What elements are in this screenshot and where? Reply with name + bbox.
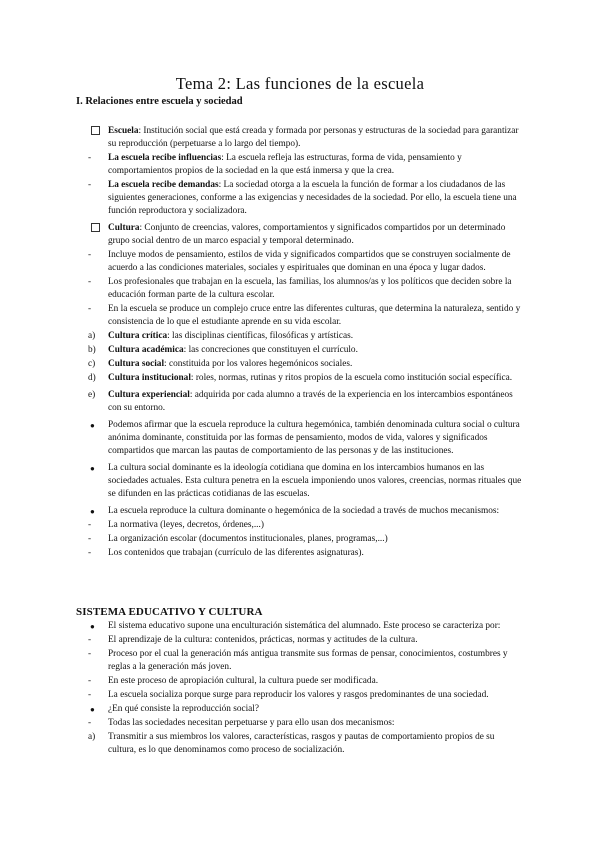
- list-marker: e): [88, 390, 96, 400]
- term: La escuela recibe demandas: [108, 180, 219, 190]
- item-text: Proceso por el cual la generación más antigua transmite sus formas de pensar, conocimientos, costumbres y reglas a la generación más joven.: [108, 649, 508, 672]
- item-text: : las concreciones que constituyen el currículo.: [183, 345, 358, 355]
- list-marker: c): [88, 359, 96, 369]
- section-heading-relaciones: I. Relaciones entre escuela y sociedad: [76, 96, 243, 107]
- item-text: : Conjunto de creencias, valores, comportamientos y significados compartidos por un determinado grupo social dentro de un marco espacial y temporal determinado.: [108, 223, 506, 246]
- section-heading-sistema: SISTEMA EDUCATIVO Y CULTURA: [76, 606, 263, 618]
- list-item: [0, 547, 523, 560]
- list-marker: -: [88, 520, 92, 530]
- item-text: : las disciplinas científicas, filosóficas y artísticas.: [167, 331, 354, 341]
- list-marker: -: [88, 548, 92, 558]
- term: Cultura social: [108, 359, 165, 369]
- bullet-icon: ●: [90, 622, 95, 631]
- item-text: ¿En qué consiste la reproducción social?: [108, 704, 260, 714]
- list-marker: -: [88, 180, 92, 190]
- list-item: [0, 703, 523, 716]
- list-marker: -: [88, 718, 92, 728]
- item-text: El aprendizaje de la cultura: contenidos, prácticas, normas y actitudes de la cultura.: [108, 635, 418, 645]
- list-item: [0, 344, 523, 357]
- term: La escuela recibe influencias: [108, 153, 222, 163]
- checkbox-icon: [91, 126, 100, 135]
- list-item: [0, 462, 523, 501]
- item-text: : adquirida por cada alumno a través de la experiencia en los intercambios espontáneos con su entorno.: [108, 390, 513, 413]
- list-item: [0, 533, 523, 546]
- list-marker: -: [88, 304, 92, 314]
- item-text: La normativa (leyes, decretos, órdenes,...): [108, 520, 264, 530]
- term: Cultura crítica: [108, 331, 168, 341]
- bullet-icon: ●: [90, 507, 95, 516]
- list-marker: a): [88, 331, 96, 341]
- page-title: Tema 2: Las funciones de la escuela: [175, 74, 425, 93]
- list-item: [0, 731, 523, 757]
- list-item: [0, 519, 523, 532]
- list-item: [0, 634, 523, 647]
- list-item: [0, 620, 523, 633]
- list-item: [0, 717, 523, 730]
- item-text: En la escuela se produce un complejo cruce entre las diferentes culturas, que determina la naturaleza, sentido y consistencia de lo que el estudiante aprende en su vida escolar.: [108, 304, 521, 327]
- item-text: Todas las sociedades necesitan perpetuarse y para ello usan dos mecanismos:: [108, 718, 395, 728]
- item-text: La escuela socializa porque surge para reproducir los valores y rasgos predominantes de una sociedad.: [108, 690, 489, 700]
- list-marker: a): [88, 732, 96, 742]
- list-item: [0, 276, 523, 302]
- item-text: : constituida por los valores hegemónicos sociales.: [164, 359, 353, 369]
- list-item: [0, 389, 523, 415]
- checkbox-icon: [91, 223, 100, 232]
- list-marker: -: [88, 649, 92, 659]
- list-item: [0, 152, 523, 178]
- item-text: Podemos afirmar que la escuela reproduce la cultura hegemónica, también denominada cultura social o cultura anónima dominante, constituida por las formas de pensamiento, modos de vida, valores y significados compartidos que marcan las pautas de comportamiento de las personas y de las instituciones.: [108, 420, 520, 456]
- item-text: : La escuela refleja las estructuras, forma de vida, pensamiento y comportamientos propios de la sociedad en la que está inmersa y que la crea.: [108, 153, 462, 176]
- list-marker: d): [88, 373, 96, 383]
- section-relaciones-content: [0, 125, 600, 561]
- list-item: [0, 419, 523, 458]
- list-item: [0, 125, 523, 151]
- list-item: [0, 372, 523, 385]
- item-text: La organización escolar (documentos institucionales, planes, programas,...): [108, 534, 388, 544]
- list-item: [0, 358, 523, 371]
- item-text: El sistema educativo supone una enculturación sistemática del alumnado. Este proceso se caracteriza por:: [108, 621, 501, 631]
- list-item: [0, 249, 523, 275]
- item-text: : roles, normas, rutinas y ritos propios de la escuela como institución social específica.: [190, 373, 513, 383]
- list-marker: -: [88, 690, 92, 700]
- item-text: En este proceso de apropiación cultural, la cultura puede ser modificada.: [108, 676, 379, 686]
- term: Cultura: [108, 223, 140, 233]
- item-text: Los contenidos que trabajan (currículo de las diferentes asignaturas).: [108, 548, 364, 558]
- bullet-icon: ●: [90, 421, 95, 430]
- section-sistema-content: [0, 620, 600, 758]
- term: Escuela: [108, 126, 139, 136]
- item-text: La cultura social dominante es la ideología cotidiana que domina en los intercambios humanos en las sociedades actuales. Esta cultura penetra en la escuela imponiendo unos valores, creencias, normas rituales que se difunden en las prácticas cotidianas de las escuelas.: [108, 463, 522, 499]
- item-text: : La sociedad otorga a la escuela la función de formar a los ciudadanos de las siguientes generaciones, conforme a las exigencias y necesidades de la sociedad. Por ello, la escuela tiene una función reproductora y socializadora.: [108, 180, 517, 216]
- list-marker: -: [88, 635, 92, 645]
- bullet-icon: ●: [90, 705, 95, 714]
- list-item: [0, 222, 523, 248]
- list-marker: -: [88, 250, 92, 260]
- list-marker: -: [88, 676, 92, 686]
- list-marker: -: [88, 277, 92, 287]
- list-marker: b): [88, 345, 96, 355]
- list-item: [0, 689, 523, 702]
- item-text: Incluye modos de pensamiento, estilos de vida y significados compartidos que se construyen socialmente de acuerdo a las condiciones materiales, sociales y espirituales que dominan en una época y lugar dados.: [108, 250, 511, 273]
- term: Cultura académica: [108, 345, 184, 355]
- item-text: La escuela reproduce la cultura dominante o hegemónica de la sociedad a través de muchos mecanismos:: [108, 506, 500, 516]
- bullet-icon: ●: [90, 464, 95, 473]
- item-text: Transmitir a sus miembros los valores, características, rasgos y pautas de comportamiento propios de su cultura, es lo que denominamos como proceso de socialización.: [108, 732, 495, 755]
- item-text: : Institución social que está creada y formada por personas y estructuras de la sociedad para garantizar su reproducción (perpetuarse a lo largo del tiempo).: [108, 126, 519, 149]
- item-text: Los profesionales que trabajan en la escuela, las familias, los alumnos/as y los políticos que deciden sobre la educación forman parte de la cultura escolar.: [108, 277, 512, 300]
- list-marker: -: [88, 534, 92, 544]
- list-item: [0, 675, 523, 688]
- list-item: [0, 179, 523, 218]
- list-item: [0, 330, 523, 343]
- list-item: [0, 303, 523, 329]
- term: Cultura experiencial: [108, 390, 190, 400]
- term: Cultura institucional: [108, 373, 191, 383]
- list-marker: -: [88, 153, 92, 163]
- list-item: [0, 648, 523, 674]
- list-item: [0, 505, 523, 518]
